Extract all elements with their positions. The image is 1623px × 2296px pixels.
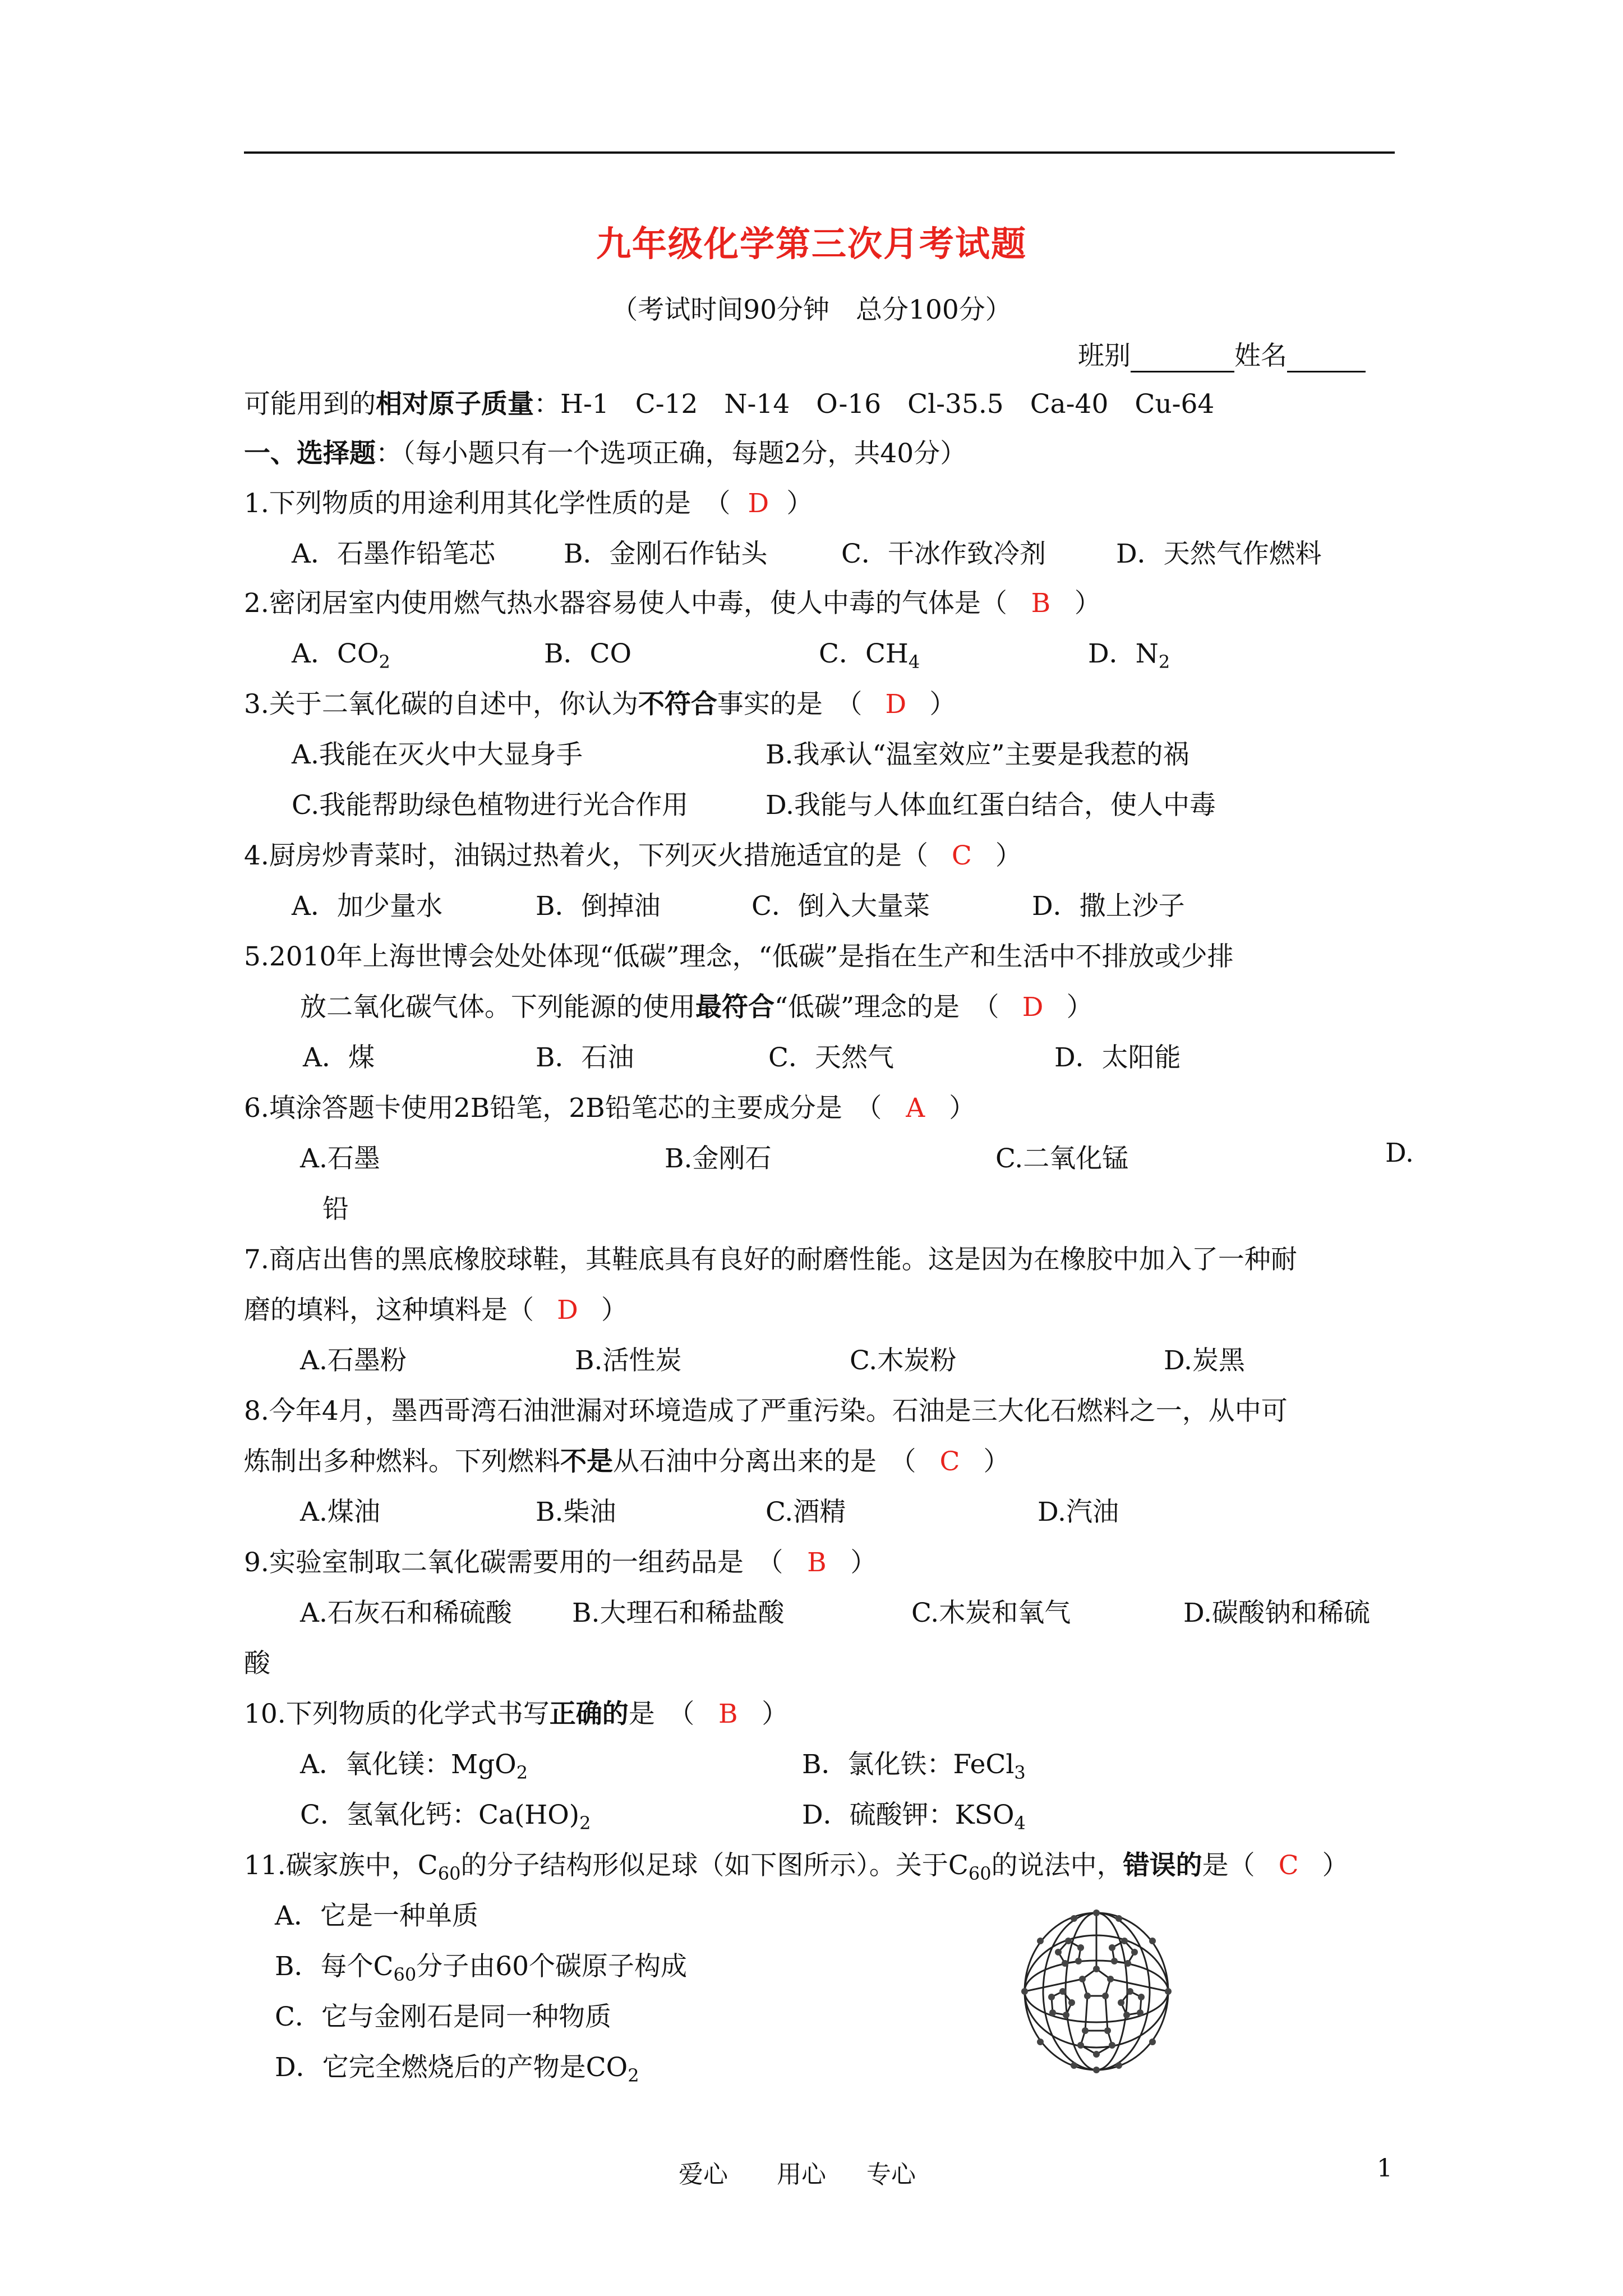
class-name-fields xyxy=(1078,335,1366,372)
q1-option-b: B．金刚石作钻头 xyxy=(564,539,768,569)
question-1-stem: 1.下列物质的用途利用其化学性质的是 （ D ） xyxy=(244,488,813,519)
q5-option-a: A．煤 xyxy=(303,1042,375,1073)
q7-option-a: A.石墨粉 xyxy=(300,1345,407,1376)
q4-option-a: A．加少量水 xyxy=(292,891,442,922)
class-label: 班别 xyxy=(1078,341,1131,371)
q4-option-c: C．倒入大量菜 xyxy=(751,891,930,922)
answer-4: C xyxy=(951,840,972,871)
question-10-stem: 10.下列物质的化学式书写正确的是 （ B ） xyxy=(244,1699,789,1729)
q1-option-a: A．石墨作铅笔芯 xyxy=(292,539,495,569)
question-4-stem: 4.厨房炒青菜时，油锅过热着火，下列灭火措施适宜的是（ C ） xyxy=(244,840,1022,871)
q10-option-d: D．硫酸钾：$KSO_4$ xyxy=(802,1800,1026,1834)
q8-option-b: B.柴油 xyxy=(536,1497,616,1527)
question-5-stem-2: 放二氧化碳气体。下列能源的使用最符合“低碳”理念的是 （ D ） xyxy=(300,992,1093,1023)
question-6-stem: 6.填涂答题卡使用2B铅笔，2B铅笔芯的主要成分是 （ A ） xyxy=(244,1093,976,1124)
name-blank[interactable] xyxy=(1287,343,1366,372)
atomic-mass-line: 可能用到的相对原子质量：H-1 C-12 N-14 O-16 Cl-35.5 Ca-40 Cu-64 xyxy=(244,389,1215,420)
q4-option-b: B．倒掉油 xyxy=(536,891,661,922)
answer-6: A xyxy=(906,1093,925,1124)
exam-info: （考试时间90分钟 总分100分） xyxy=(611,295,1012,325)
question-11-stem: 11.碳家族中，$C_{60}$的分子结构形似足球（如下图所示）。关于$C_{60}$的说法中，错误的是（ C ） xyxy=(244,1850,1349,1884)
answer-8: C xyxy=(939,1446,960,1477)
q6-option-a: A.石墨 xyxy=(300,1143,380,1174)
q7-option-b: B.活性炭 xyxy=(575,1345,682,1376)
q2-option-b: B．CO xyxy=(544,638,632,669)
question-8-stem-1: 8.今年4月，墨西哥湾石油泄漏对环境造成了严重污染。石油是三大化石燃料之一，从中可 xyxy=(244,1396,1288,1427)
q1-option-d: D．天然气作燃料 xyxy=(1116,539,1322,569)
q11-option-b: B．每个$C_{60}$分子由60个碳原子构成 xyxy=(275,1951,688,1985)
q9-option-c: C.木炭和氧气 xyxy=(911,1598,1071,1628)
answer-1: D xyxy=(748,488,769,519)
question-7-stem-2: 磨的填料，这种填料是（ D ） xyxy=(244,1295,628,1326)
answer-3: D xyxy=(885,689,907,720)
q7-option-c: C.木炭粉 xyxy=(850,1345,957,1376)
answer-11: C xyxy=(1278,1850,1299,1881)
q9-option-b: B.大理石和稀盐酸 xyxy=(572,1598,785,1628)
header-rule xyxy=(244,151,1395,154)
q6-option-c: C.二氧化锰 xyxy=(995,1143,1129,1174)
q2-option-d: D．$N_2$ xyxy=(1088,638,1170,673)
q10-option-c: C．氢氧化钙：$Ca(HO)_2$ xyxy=(300,1800,591,1834)
footer-motto-3: 专心 xyxy=(866,2160,916,2189)
question-7-stem-1: 7.商店出售的黑底橡胶球鞋，其鞋底具有良好的耐磨性能。这是因为在橡胶中加入了一种耐 xyxy=(244,1244,1297,1275)
question-8-stem-2: 炼制出多种燃料。下列燃料不是从石油中分离出来的是 （ C ） xyxy=(244,1446,1010,1477)
q3-option-d: D.我能与人体血红蛋白结合，使人中毒 xyxy=(766,790,1216,821)
answer-7: D xyxy=(557,1295,578,1326)
q10-option-a: A．氧化镁：MgO$_2$ xyxy=(300,1749,528,1783)
q8-option-d: D.汽油 xyxy=(1038,1497,1119,1527)
footer-motto-1: 爱心 xyxy=(679,2160,728,2189)
question-5-stem-1: 5.2010年上海世博会处处体现“低碳”理念，“低碳”是指在生产和生活中不排放或少排 xyxy=(244,941,1234,972)
question-3-stem: 3.关于二氧化碳的自述中，你认为不符合事实的是 （ D ） xyxy=(244,689,956,720)
q3-option-b: B.我承认“温室效应”主要是我惹的祸 xyxy=(766,739,1189,770)
answer-5: D xyxy=(1022,992,1044,1023)
class-blank[interactable] xyxy=(1131,343,1234,372)
section-heading: 一、选择题：（每小题只有一个选项正确，每题2分，共40分） xyxy=(244,438,967,469)
q9-option-d: D.碳酸钠和稀硫 xyxy=(1183,1598,1370,1628)
q3-option-a: A.我能在灭火中大显身手 xyxy=(292,739,583,770)
name-label: 姓名 xyxy=(1234,341,1287,371)
q3-option-c: C.我能帮助绿色植物进行光合作用 xyxy=(292,790,689,821)
answer-2: B xyxy=(1031,588,1051,619)
q6-option-d-text: 铅 xyxy=(322,1194,349,1225)
c60-molecule-image xyxy=(1018,1907,1175,2076)
footer-motto-2: 用心 xyxy=(777,2160,826,2189)
q2-option-a: A．$CO_2$ xyxy=(292,638,390,673)
q7-option-d: D.炭黑 xyxy=(1164,1345,1245,1376)
answer-9: B xyxy=(807,1547,827,1578)
q5-option-c: C．天然气 xyxy=(768,1042,894,1073)
q1-option-c: C．干冰作致冷剂 xyxy=(841,539,1046,569)
q10-option-b: B．氯化铁：FeCl$_3$ xyxy=(802,1749,1026,1783)
q9-option-a: A.石灰石和稀硫酸 xyxy=(300,1598,512,1628)
q6-option-d: D. xyxy=(1385,1138,1414,1168)
q4-option-d: D．撒上沙子 xyxy=(1032,891,1185,922)
q8-option-a: A.煤油 xyxy=(300,1497,380,1527)
q11-option-a: A．它是一种单质 xyxy=(275,1901,478,1931)
page-title: 九年级化学第三次月考试题 xyxy=(596,223,1027,264)
page-number: 1 xyxy=(1377,2154,1393,2183)
q2-option-c: C．$CH_4$ xyxy=(819,638,920,673)
question-9-stem: 9.实验室制取二氧化碳需要用的一组药品是 （ B ） xyxy=(244,1547,877,1578)
question-2-stem: 2.密闭居室内使用燃气热水器容易使人中毒，使人中毒的气体是（ B ） xyxy=(244,588,1101,619)
q9-option-d-text: 酸 xyxy=(244,1648,270,1679)
q5-option-b: B．石油 xyxy=(536,1042,634,1073)
answer-10: B xyxy=(718,1699,738,1729)
q6-option-b: B.金刚石 xyxy=(665,1143,772,1174)
q11-option-d: D．它完全燃烧后的产物是$CO_2$ xyxy=(275,2052,639,2086)
q5-option-d: D．太阳能 xyxy=(1054,1042,1181,1073)
q8-option-c: C.酒精 xyxy=(766,1497,846,1527)
q11-option-c: C．它与金刚石是同一种物质 xyxy=(275,2001,611,2032)
